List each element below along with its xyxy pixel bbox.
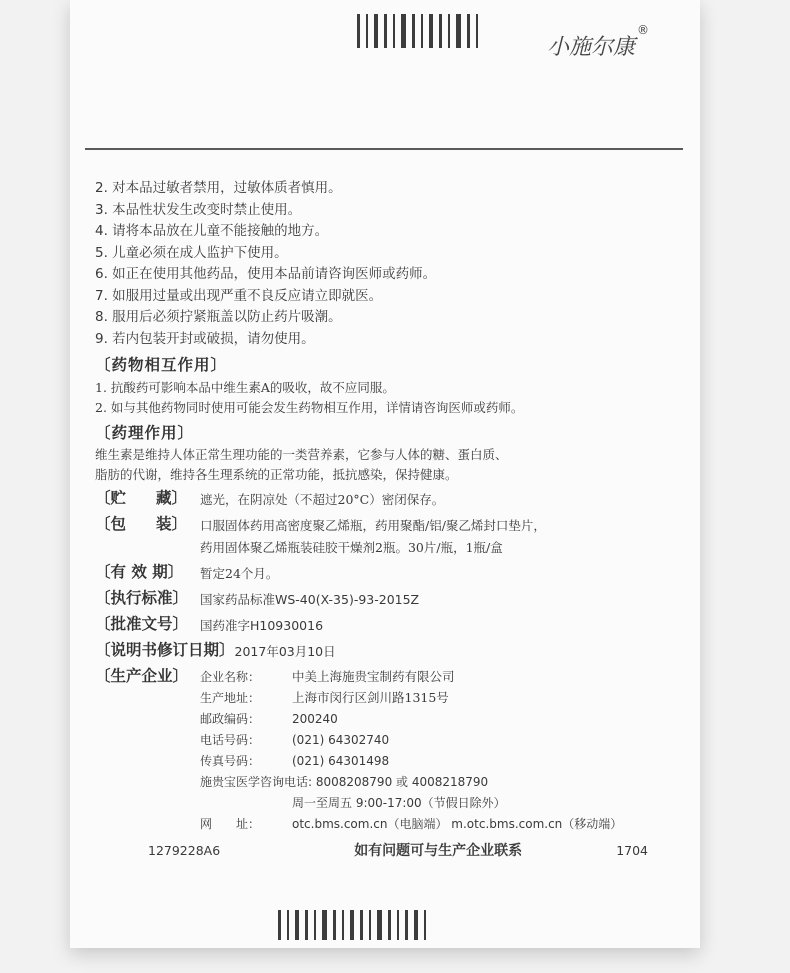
precaution-item: 8. 服用后必须拧紧瓶盖以防止药片吸潮。 (95, 309, 342, 325)
interactions-heading: 〔药物相互作用〕 (95, 356, 228, 374)
brand-logo (545, 18, 657, 64)
company-name-row: 企业名称： 中美上海施贵宝制药有限公司 (200, 668, 455, 684)
validity-value: 暂定24个月。 (200, 566, 279, 581)
pharmacology-line: 脂肪的代谢，维持各生理系统的正常功能，抵抗感染，保持健康。 (95, 467, 458, 482)
precaution-item: 4. 请将本品放在儿童不能接触的地方。 (95, 223, 329, 239)
postal-code-row: 邮政编码： 200240 (200, 711, 338, 726)
approval-row (95, 614, 685, 637)
registered-mark: ® (637, 23, 649, 37)
revision-key: 〔说明书修订日期〕 (95, 641, 235, 659)
leaflet-content (95, 178, 685, 835)
standard-value: 国家药品标准WS-40(X-35)-93-2015Z (200, 592, 420, 607)
approval-key: 〔批准文号〕 (95, 615, 189, 633)
approval-value: 国药准字H10930016 (200, 618, 324, 633)
revision-row (95, 640, 685, 663)
precaution-item: 5. 儿童必须在成人监护下使用。 (95, 244, 288, 261)
revision-value: 2017年03月10日 (234, 644, 336, 659)
precaution-item: 7. 如服用过量或出现严重不良反应请立即就医。 (95, 287, 383, 304)
storage-row (95, 488, 685, 511)
manufacturer-details (200, 667, 685, 835)
storage-value: 遮光，在阴凉处（不超过20°C）密闭保存。 (200, 492, 445, 507)
validity-row (95, 562, 685, 585)
version-code: 1704 (616, 843, 648, 858)
consult-phone-row: 施贵宝医学咨询电话: 8008208790 或 4008218790 (200, 774, 489, 789)
leaflet-footer (148, 840, 648, 860)
precaution-item: 3. 本品性状发生改变时禁止使用。 (95, 201, 302, 218)
precaution-item: 9. 若内包装开封或破损，请勿使用。 (95, 330, 315, 347)
phone-row: 电话号码： (021) 64302740 (200, 732, 390, 747)
website-row: 网 址： otc.bms.com.cn（电脑端） m.otc.bms.com.cn（移动端） (200, 816, 623, 831)
precautions-list (95, 178, 685, 350)
precaution-item: 2. 对本品过敏者禁用，过敏体质者慎用。 (95, 180, 342, 196)
interaction-line: 1. 抗酸药可影响本品中维生素A的吸收，故不应同服。 (95, 379, 395, 395)
bottom-barcode (278, 910, 426, 940)
validity-key: 〔有 效 期〕 (95, 563, 184, 581)
package-value: 口服固体药用高密度聚乙烯瓶，药用聚酯/铝/聚乙烯封口垫片， 药用固体聚乙烯瓶装硅胶干燥剂2瓶。30片/瓶，1瓶/盒 (200, 518, 546, 555)
standard-row (95, 588, 685, 611)
package-key: 〔包 装〕 (95, 515, 187, 533)
pharmacology-heading: 〔药理作用〕 (95, 423, 195, 442)
contact-note: 如有问题可与生产企业联系 (354, 843, 523, 859)
package-row (95, 514, 685, 559)
standard-key: 〔执行标准〕 (95, 589, 189, 607)
header-divider (85, 148, 683, 150)
precaution-item: 6. 如正在使用其他药品，使用本品前请咨询医师或药师。 (95, 266, 437, 282)
storage-key: 〔贮 藏〕 (95, 489, 187, 507)
logo-text: 小施尔康 (547, 35, 636, 60)
top-barcode (357, 14, 478, 48)
interaction-line: 2. 如与其他药物同时使用可能会发生药物相互作用，详情请咨询医师或药师。 (95, 399, 524, 415)
pharmacology-line: 维生素是维持人体正常生理功能的一类营养素，它参与人体的糖、蛋白质、 (95, 447, 508, 462)
fax-row: 传真号码： (021) 64301498 (200, 753, 390, 768)
service-hours-row: 周一至周五 9:00-17:00（节假日除外） (292, 795, 506, 810)
manufacturer-key: 〔生产企业〕 (95, 667, 189, 685)
website-links: otc.bms.com.cn（电脑端） m.otc.bms.com.cn（移动端） (292, 816, 623, 831)
print-code: 1279228A6 (148, 843, 221, 858)
company-address-row: 生产地址： 上海市闵行区剑川路1315号 (200, 689, 449, 705)
